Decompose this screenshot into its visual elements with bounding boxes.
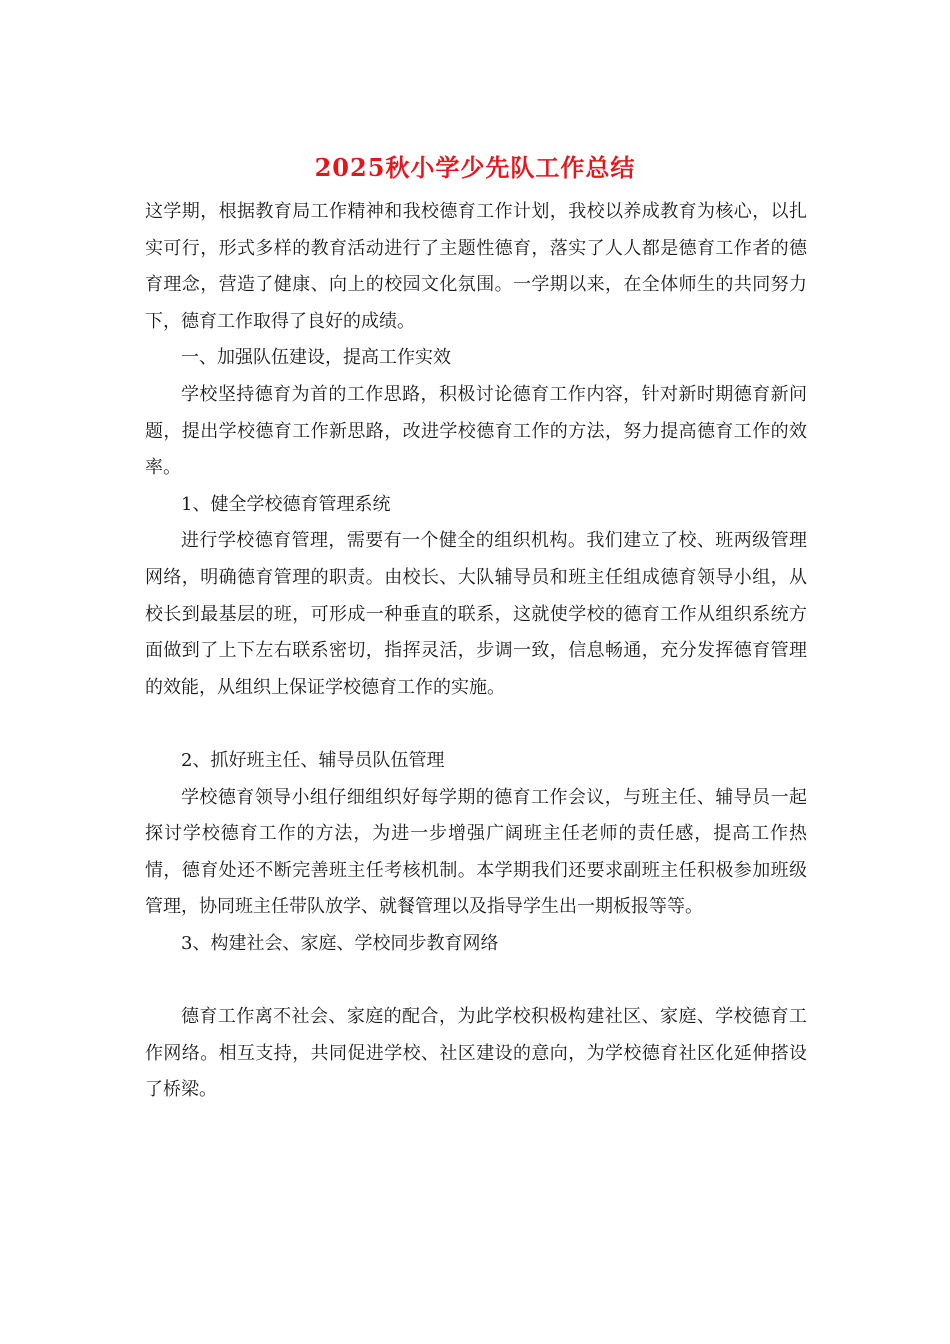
item1-paragraph: 进行学校德育管理，需要有一个健全的组织机构。我们建立了校、班两级管理网络，明确德育管理的职责。由校长、大队辅导员和班主任组成德育领导小组，从校长到最基层的班，可形成一种垂直的联系，这就使学校的德育工作从组织系统方面做到了上下左右联系密切，指挥灵活，步调一致，信息畅通，充分发挥德育管理的效能，从组织上保证学校德育工作的实施。 (145, 530, 807, 698)
paragraph-gap (145, 706, 807, 743)
item3-heading: 3、构建社会、家庭、学校同步教育网络 (181, 932, 499, 954)
item2-heading: 2、抓好班主任、辅导员队伍管理 (181, 749, 445, 771)
section1-paragraph: 学校坚持德育为首的工作思路，积极讨论德育工作内容，针对新时期德育新问题，提出学校德育工作新思路，改进学校德育工作的方法，努力提高德育工作的效率。 (145, 383, 807, 479)
section1-heading: 一、加强队伍建设，提高工作实效 (181, 347, 451, 369)
item3-paragraph: 德育工作离不社会、家庭的配合，为此学校积极构建社区、家庭、学校德育工作网络。相互支持，共同促进学校、社区建设的意向，为学校德育社区化延伸搭设了桥梁。 (145, 1006, 807, 1101)
document-title: 2025秋小学少先队工作总结 (314, 153, 636, 182)
document-body (145, 194, 807, 1109)
intro-paragraph: 这学期，根据教育局工作精神和我校德育工作计划，我校以养成教育为核心，以扎实可行，形式多样的教育活动进行了主题性德育，落实了人人都是德育工作者的德育理念，营造了健康、向上的校园文化氛围。一学期以来，在全体师生的共同努力下，德育工作取得了良好的成绩。 (145, 201, 807, 332)
item1-heading: 1、健全学校德育管理系统 (181, 493, 391, 515)
item2-paragraph: 学校德育领导小组仔细组织好每学期的德育工作会议，与班主任、辅导员一起探讨学校德育工作的方法，为进一步增强广阔班主任老师的责任感，提高工作热情，德育处还不断完善班主任考核机制。本学期我们还要求副班主任积极参加班级管理，协同班主任带队放学、就餐管理以及指导学生出一期板报等等。 (145, 786, 807, 918)
paragraph-gap (145, 962, 807, 999)
